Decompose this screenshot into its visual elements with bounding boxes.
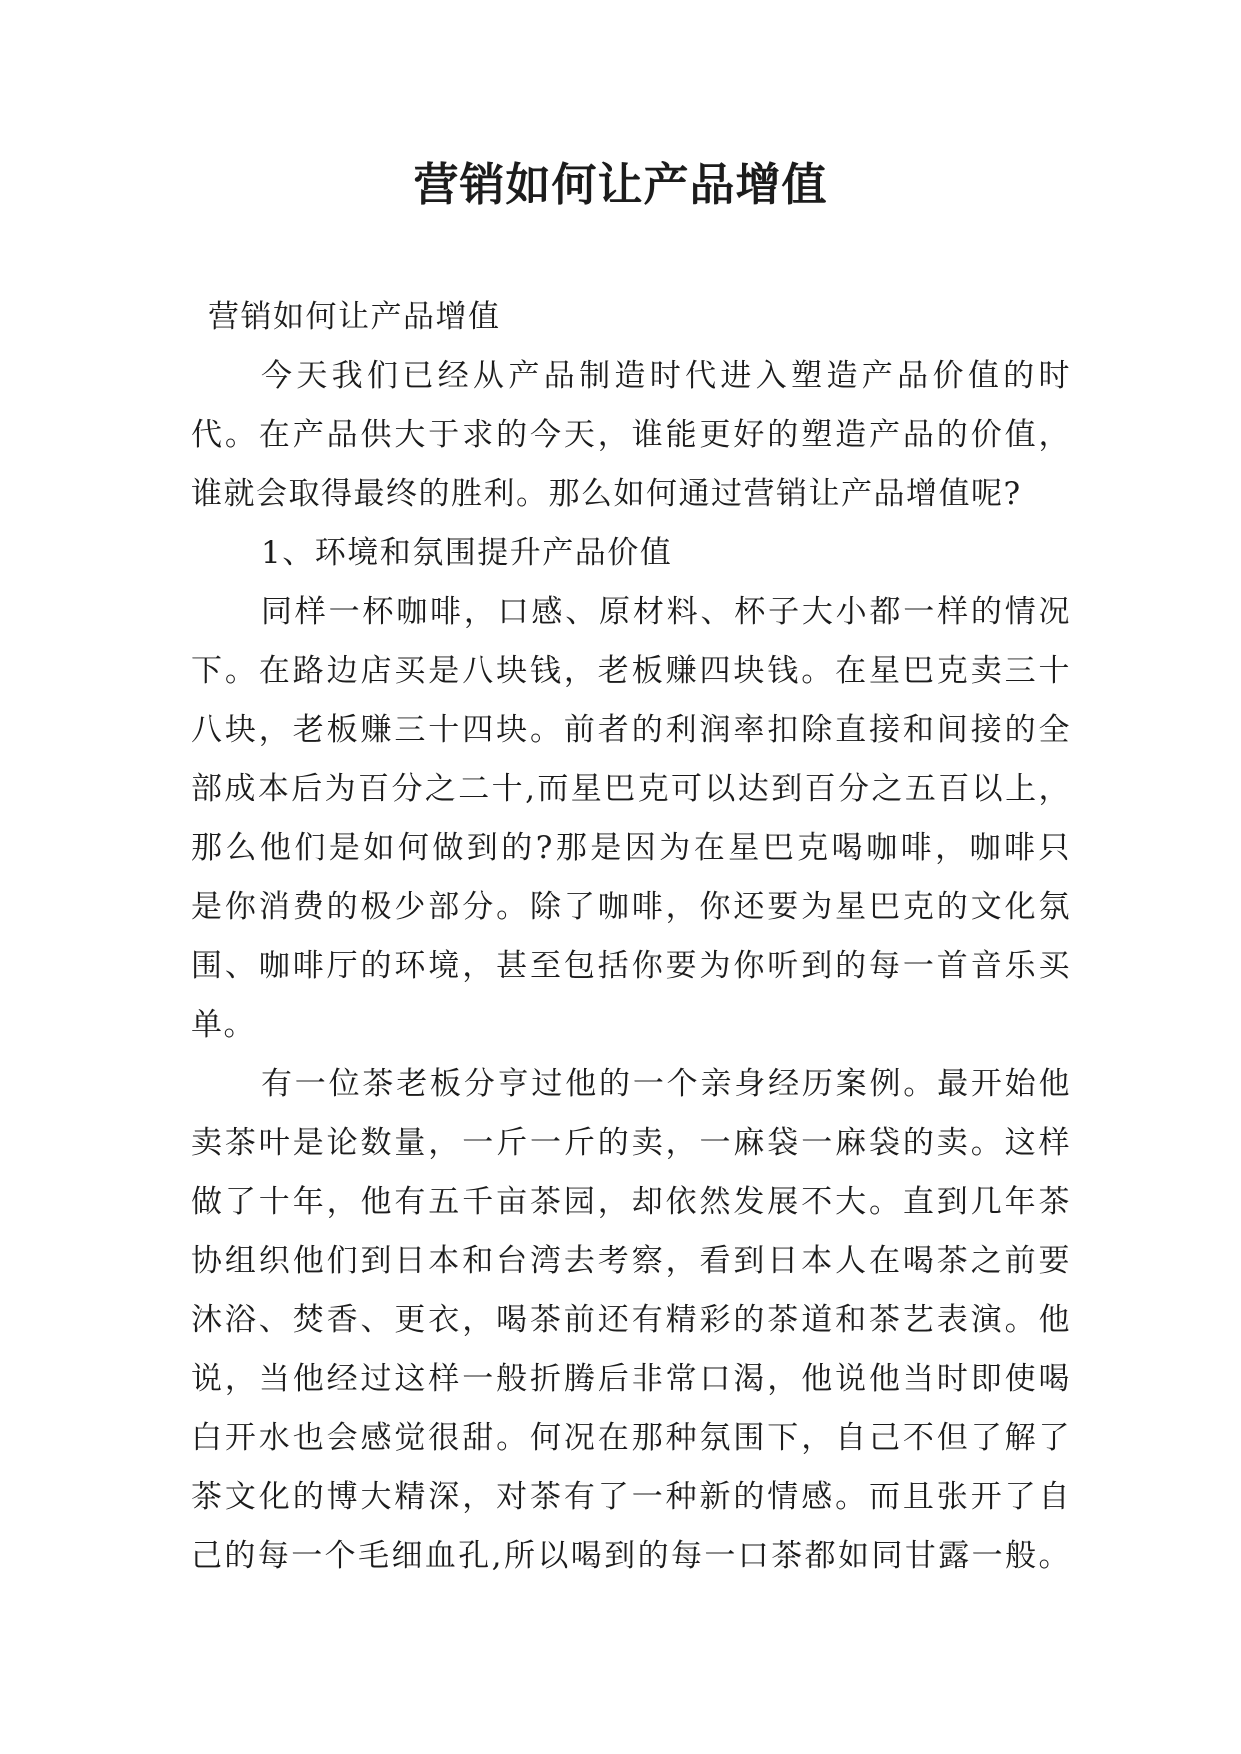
paragraph-line: 己的每一个毛细血孔,所以喝到的每一口茶都如同甘露一般。 — [191, 1538, 1071, 1574]
paragraph-line: 说，当他经过这样一般折腾后非常口渴，他说他当时即使喝 — [191, 1361, 1071, 1397]
paragraph-line: 部成本后为百分之二十,而星巴克可以达到百分之五百以上， — [191, 771, 1071, 807]
paragraph-line: 下。在路边店买是八块钱，老板赚四块钱。在星巴克卖三十 — [191, 653, 1071, 689]
lead-line: 营销如何让产品增值 — [208, 299, 501, 335]
document-title: 营销如何让产品增值 — [413, 158, 828, 211]
paragraph-line: 是你消费的极少部分。除了咖啡，你还要为星巴克的文化氛 — [191, 889, 1071, 925]
document-body — [191, 288, 1071, 1586]
paragraph-line: 协组织他们到日本和台湾去考察，看到日本人在喝茶之前要 — [191, 1243, 1071, 1279]
paragraph-line: 做了十年，他有五千亩茶园，却依然发展不大。直到几年茶 — [191, 1184, 1071, 1220]
paragraph-coffee — [191, 583, 1071, 1055]
paragraph-line: 白开水也会感觉很甜。何况在那种氛围下，自己不但了解了 — [191, 1420, 1071, 1456]
paragraph-line: 那么他们是如何做到的?那是因为在星巴克喝咖啡，咖啡只 — [191, 830, 1071, 866]
paragraph-line: 谁就会取得最终的胜利。那么如何通过营销让产品增值呢? — [191, 476, 1022, 512]
section-heading — [191, 524, 1071, 583]
paragraph-line: 围、咖啡厅的环境，甚至包括你要为你听到的每一首音乐买 — [191, 948, 1071, 984]
paragraph-line: 茶文化的博大精深，对茶有了一种新的情感。而且张开了自 — [191, 1479, 1071, 1515]
paragraph-line: 卖茶叶是论数量，一斤一斤的卖，一麻袋一麻袋的卖。这样 — [191, 1125, 1071, 1161]
paragraph-line: 今天我们已经从产品制造时代进入塑造产品价值的时 — [261, 358, 1071, 394]
section-heading-line: 1、环境和氛围提升产品价值 — [261, 535, 673, 571]
paragraph-line: 八块，老板赚三十四块。前者的利润率扣除直接和间接的全 — [191, 712, 1071, 748]
paragraph-line: 有一位茶老板分亨过他的一个亲身经历案例。最开始他 — [261, 1066, 1071, 1102]
paragraph-line: 同样一杯咖啡，口感、原材料、杯子大小都一样的情况 — [261, 594, 1071, 630]
paragraph-line: 沐浴、焚香、更衣，喝茶前还有精彩的茶道和茶艺表演。他 — [191, 1302, 1071, 1338]
paragraph-intro — [191, 347, 1071, 524]
paragraph-line: 单。 — [191, 1007, 256, 1043]
paragraph-tea — [191, 1055, 1071, 1586]
paragraph-line: 代。在产品供大于求的今天，谁能更好的塑造产品的价值， — [191, 417, 1071, 453]
